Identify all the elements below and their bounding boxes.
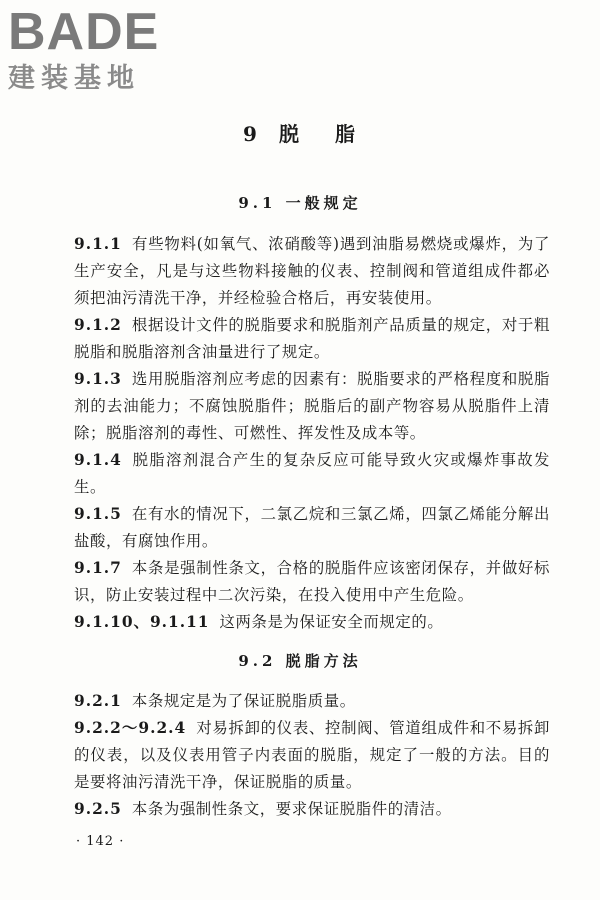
section-title-9-2: 9.2 脱脂方法 bbox=[238, 652, 362, 670]
clause bbox=[74, 231, 550, 312]
clause-number: 9.2.5 bbox=[74, 800, 122, 818]
clause-number: 9.1.10、9.1.11 bbox=[74, 613, 210, 631]
clause-text: 在有水的情况下，二氯乙烷和三氯乙烯，四氯乙烯能分解出盐酸，有腐蚀作用。 bbox=[74, 505, 550, 550]
clause-number: 9.2.1 bbox=[74, 692, 122, 710]
clause bbox=[74, 715, 550, 796]
logo-brand: BADE bbox=[8, 3, 160, 61]
clause-number: 9.1.2 bbox=[74, 316, 122, 334]
clause-text: 本条规定是为了保证脱脂质量。 bbox=[131, 692, 356, 710]
clause-number: 9.1.1 bbox=[74, 235, 122, 253]
clause-text: 这两条是为保证安全而规定的。 bbox=[219, 613, 444, 631]
clause-number: 9.2.2～9.2.4 bbox=[74, 719, 187, 737]
clause-number: 9.1.4 bbox=[74, 451, 122, 469]
clause-text: 有些物料(如氧气、浓硝酸等)遇到油脂易燃烧或爆炸，为了生产安全，凡是与这些物料接触的仪表、控制阀和管道组成件都必须把油污清洗干净，并经检验合格后，再安装使用。 bbox=[74, 235, 550, 307]
clause-text: 对易拆卸的仪表、控制阀、管道组成件和不易拆卸的仪表，以及仪表用管子内表面的脱脂，规定了一般的方法。目的是要将油污清洗干净，保证脱脂的质量。 bbox=[74, 719, 551, 791]
clause-number: 9.1.3 bbox=[74, 370, 122, 388]
chapter-title-part2: 脂 bbox=[334, 122, 357, 146]
section-title-9-1: 9.1 一般规定 bbox=[238, 194, 362, 212]
clause bbox=[74, 312, 550, 366]
clause-text: 选用脱脂溶剂应考虑的因素有：脱脂要求的严格程度和脱脂剂的去油能力；不腐蚀脱脂件；脱脂后的副产物容易从脱脂件上清除；脱脂溶剂的毒性、可燃性、挥发性及成本等。 bbox=[74, 370, 550, 442]
clause-number: 9.1.5 bbox=[74, 505, 122, 523]
clause-text: 本条是强制性条文，合格的脱脂件应该密闭保存，并做好标识，防止安装过程中二次污染，在投入使用中产生危险。 bbox=[74, 559, 550, 604]
clause-text: 脱脂溶剂混合产生的复杂反应可能导致火灾或爆炸事故发生。 bbox=[74, 451, 550, 496]
chapter-title bbox=[0, 118, 600, 147]
chapter-number: 9 bbox=[243, 122, 259, 146]
clause-text: 本条为强制性条文，要求保证脱脂件的清洁。 bbox=[131, 800, 452, 818]
clause bbox=[74, 447, 550, 501]
chapter-title-part1: 脱 bbox=[278, 122, 301, 146]
clause bbox=[74, 555, 550, 609]
page-number: · 142 · bbox=[76, 834, 125, 849]
clause bbox=[74, 796, 550, 823]
logo-subtitle: 建装基地 bbox=[8, 63, 140, 94]
clause bbox=[74, 609, 550, 636]
clause-number: 9.1.7 bbox=[74, 559, 122, 577]
clause bbox=[74, 366, 550, 447]
logo bbox=[8, 4, 188, 100]
section-9-1-body bbox=[74, 231, 550, 636]
clause-text: 根据设计文件的脱脂要求和脱脂剂产品质量的规定，对于粗脱脂和脱脂溶剂含油量进行了规定。 bbox=[74, 316, 550, 361]
clause bbox=[74, 688, 550, 715]
section-9-2-body bbox=[74, 688, 550, 823]
clause bbox=[74, 501, 550, 555]
